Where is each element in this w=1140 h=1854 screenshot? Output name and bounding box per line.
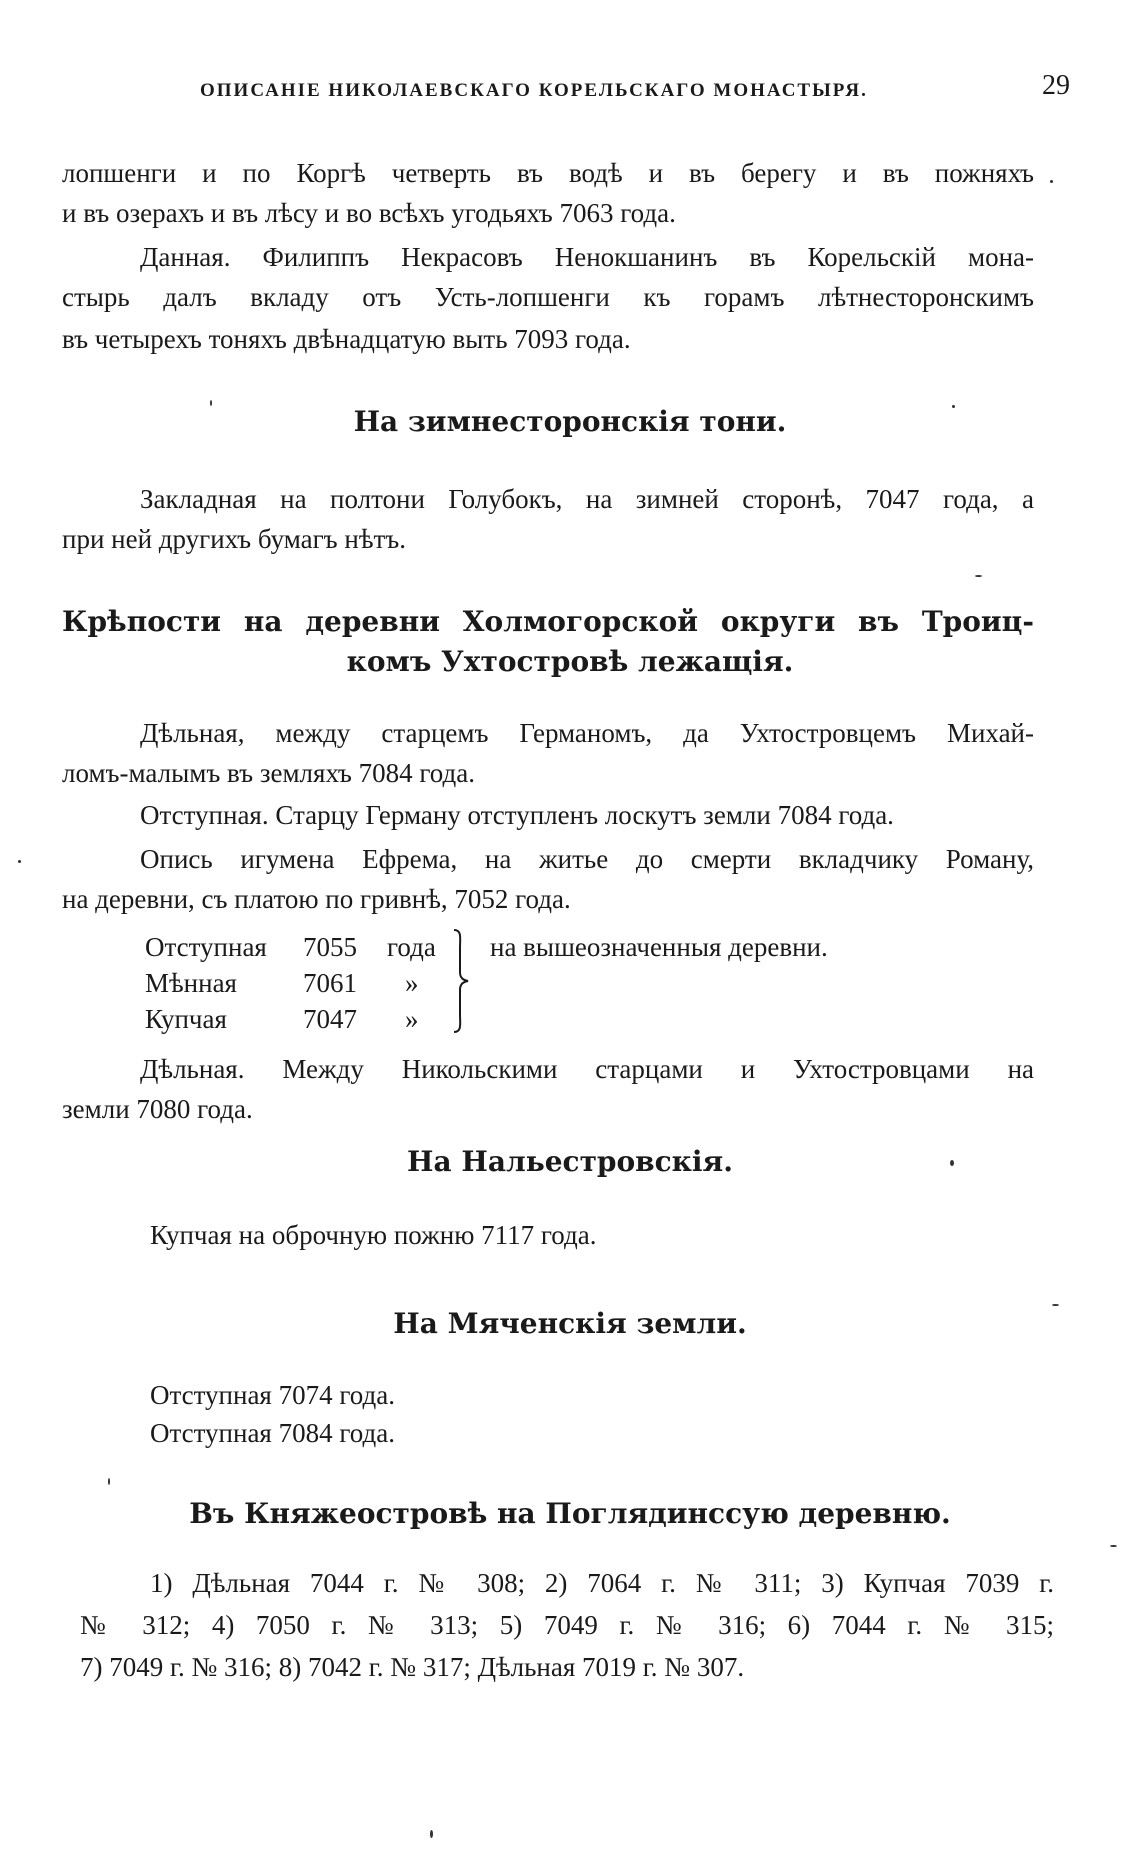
- scan-speck: [430, 1830, 433, 1838]
- deed-year: 7047: [303, 1004, 357, 1034]
- text-line: 7) 7049 г. № 316; 8) 7042 г. № 317; Дѣльная 7019 г. № 307.: [80, 1652, 745, 1682]
- section-heading: На Мяченскія земли.: [393, 1307, 747, 1340]
- brace-list: [145, 928, 945, 1038]
- text-line: Отступная. Старцу Герману отступленъ лоскутъ земли 7084 года.: [140, 800, 894, 830]
- text-line: стырь далъ вкладу отъ Усть-лопшенги къ горамъ лѣтнесторонскимъ: [62, 282, 1034, 312]
- text-line: земли 7080 года.: [62, 1094, 253, 1124]
- section-heading: Въ Княжеостровѣ на Поглядинссую деревню.: [189, 1497, 951, 1530]
- deed-suffix: »: [405, 1004, 419, 1034]
- section-heading: На зимнесторонскія тони.: [353, 405, 787, 438]
- running-header: [90, 70, 1070, 110]
- text-line: на деревни, съ платою по гривнѣ, 7052 года.: [62, 884, 571, 914]
- deed-year: 7055: [303, 932, 357, 962]
- scan-speck: [975, 575, 982, 577]
- text-line: ломъ-малымъ въ земляхъ 7084 года.: [62, 758, 475, 788]
- deed-type: Мѣнная: [145, 968, 237, 998]
- text-line: лопшенги и по Коргѣ четверть въ водѣ и въ берегу и въ пожняхъ: [62, 158, 1034, 188]
- scan-speck: [1052, 1304, 1059, 1306]
- scan-speck: [1050, 180, 1053, 183]
- deed-suffix: года: [387, 932, 436, 962]
- section-heading: Крѣпости на деревни Холмогорской округи въ Троиц-: [62, 605, 1034, 638]
- text-line: Отступная 7074 года.: [150, 1380, 395, 1410]
- running-title: ОПИСАНІЕ НИКОЛАЕВСКАГО КОРЕЛЬСКАГО МОНАСТЫРЯ.: [200, 80, 868, 101]
- section-heading: На Нальестровскія.: [407, 1145, 733, 1178]
- text-line: въ четырехъ тоняхъ двѣнадцатую выть 7093 года.: [62, 324, 631, 354]
- scan-speck: [952, 405, 955, 408]
- text-line: Отступная 7084 года.: [150, 1418, 395, 1448]
- deed-year: 7061: [303, 968, 357, 998]
- right-brace-icon: [450, 928, 472, 1034]
- deed-suffix: »: [405, 968, 419, 998]
- text-line: Данная. Филиппъ Некрасовъ Ненокшанинъ въ Корельскій мона-: [140, 242, 1034, 272]
- scan-speck: [950, 1160, 954, 1166]
- text-line: Купчая на оброчную пожню 7117 года.: [150, 1220, 597, 1250]
- scan-speck: [210, 400, 212, 406]
- scan-speck: [108, 1478, 110, 1485]
- text-line: 1) Дѣльная 7044 г. № 308; 2) 7064 г. № 311; 3) Купчая 7039 г.: [150, 1568, 1054, 1598]
- deed-type: Отступная: [145, 932, 267, 962]
- text-line: при ней другихъ бумагъ нѣтъ.: [62, 524, 407, 554]
- text-line: Дѣльная, между старцемъ Германомъ, да Ухтостровцемъ Михай-: [140, 718, 1034, 748]
- scan-speck: [1110, 1545, 1117, 1547]
- deed-type: Купчая: [145, 1004, 227, 1034]
- brace-note: на вышеозначенныя деревни.: [490, 932, 828, 962]
- section-heading: комъ Ухтостровѣ лежащія.: [346, 645, 794, 678]
- page-number: 29: [1042, 70, 1070, 101]
- text-line: № 312; 4) 7050 г. № 313; 5) 7049 г. № 316; 6) 7044 г. № 315;: [80, 1610, 1054, 1640]
- text-line: Дѣльная. Между Никольскими старцами и Ухтостровцами на: [140, 1054, 1034, 1084]
- scan-speck: [18, 860, 21, 863]
- text-line: Опись игумена Ефрема, на житье до смерти вкладчику Роману,: [140, 844, 1034, 874]
- text-line: Закладная на полтони Голубокъ, на зимней сторонѣ, 7047 года, а: [140, 484, 1034, 514]
- text-line: и въ озерахъ и въ лѣсу и во всѣхъ угодьяхъ 7063 года.: [62, 198, 676, 228]
